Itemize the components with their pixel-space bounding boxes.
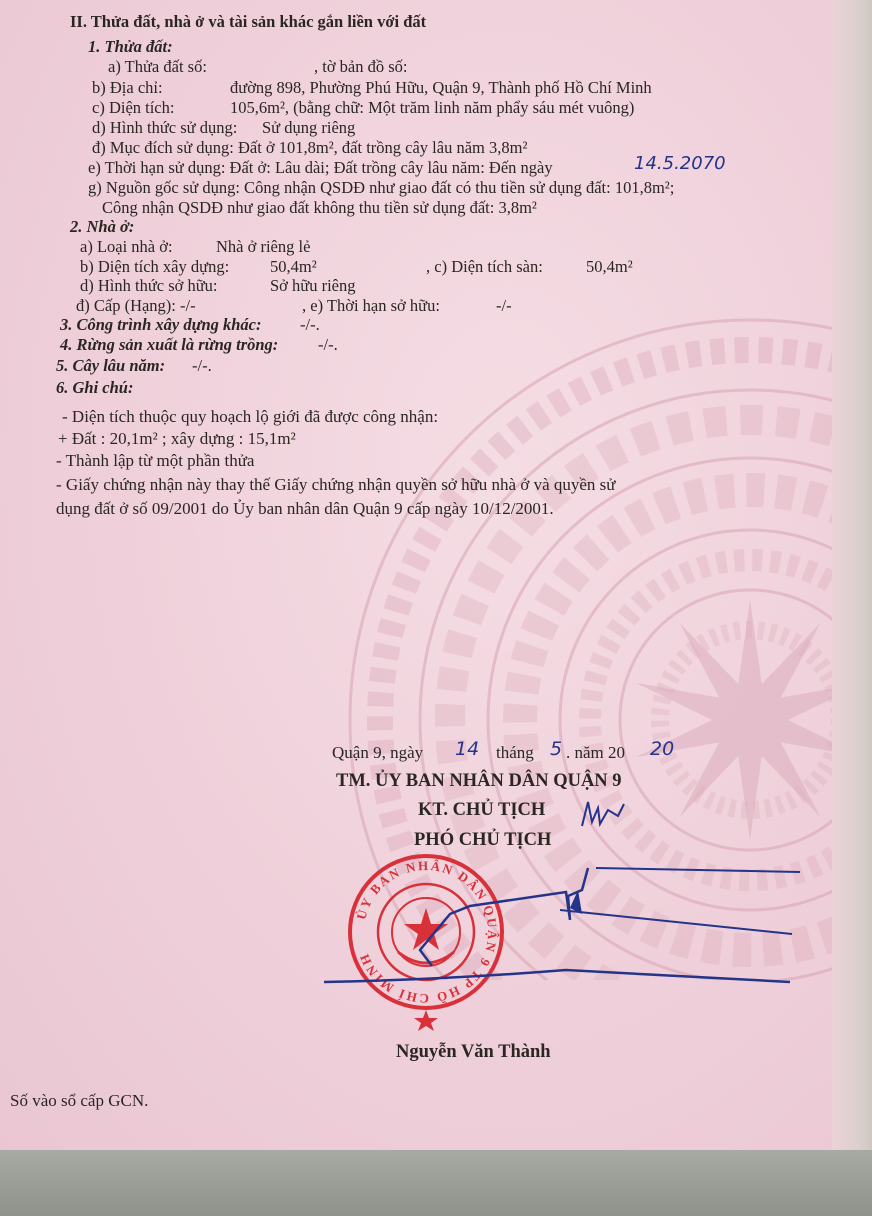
other-works-heading: 3. Công trình xây dựng khác: [60, 315, 262, 334]
house-floor-area-label: , c) Diện tích sàn: [426, 257, 543, 276]
land-area-value: 105,6m², (bằng chữ: Một trăm linh năm phẩy sáu mét vuông) [230, 98, 635, 117]
house-build-area-label: b) Diện tích xây dựng: [80, 257, 230, 276]
land-purpose: đ) Mục đích sử dụng: Đất ở 101,8m², đất trồng cây lâu năm 3,8m² [92, 138, 528, 157]
house-term-value: -/- [496, 296, 512, 315]
house-ownership-value: Sở hữu riêng [270, 276, 356, 295]
land-map-sheet: , tờ bản đồ số: [314, 57, 408, 76]
page-edge [832, 0, 872, 1170]
date-year-label: . năm 20 [566, 743, 626, 762]
land-parcel-number: a) Thửa đất số: [108, 57, 207, 76]
house-heading: 2. Nhà ở: [70, 217, 135, 236]
land-origin-line1: g) Nguồn gốc sử dụng: Công nhận QSDĐ như giao đất có thu tiền sử dụng đất: 101,8m²; [88, 178, 675, 197]
signer-role-2: PHÓ CHỦ TỊCH [414, 830, 552, 850]
land-term: e) Thời hạn sử dụng: Đất ở: Lâu dài; Đất trồng cây lâu năm: Đến ngày [88, 158, 553, 177]
land-area-label: c) Diện tích: [92, 98, 175, 117]
note-line: + Đất : 20,1m² ; xây dựng : 15,1m² [58, 429, 296, 448]
notes-heading: 6. Ghi chú: [56, 378, 134, 397]
house-term-label: , e) Thời hạn sở hữu: [302, 296, 440, 315]
house-ownership-label: d) Hình thức sở hữu: [80, 276, 218, 295]
date-month-label: tháng [496, 743, 534, 762]
forest-value: -/-. [318, 335, 338, 354]
note-line: - Diện tích thuộc quy hoạch lộ giới đã được công nhận: [62, 407, 439, 426]
other-works-value: -/-. [300, 315, 320, 334]
house-build-area-value: 50,4m² [270, 257, 317, 276]
house-floor-area-value: 50,4m² [586, 257, 633, 276]
land-use-form-label: d) Hình thức sử dụng: [92, 118, 238, 137]
table-surface [0, 1150, 872, 1216]
forest-heading: 4. Rừng sản xuất là rừng trồng: [60, 335, 279, 354]
house-type-label: a) Loại nhà ở: [80, 237, 173, 256]
land-term-handwritten-date: 14.5.2070 [634, 153, 726, 174]
note-line: dụng đất ở số 09/2001 do Ủy ban nhân dân Quận 9 cấp ngày 10/12/2001. [56, 499, 554, 518]
signer-role-1: KT. CHỦ TỊCH [418, 800, 546, 820]
date-month-handwritten: 5 [550, 738, 563, 760]
date-year-handwritten: 20 [650, 738, 675, 760]
section-title: II. Thửa đất, nhà ở và tài sản khác gắn liền với đất [70, 12, 427, 31]
note-line: - Thành lập từ một phần thửa [56, 451, 255, 470]
initials-scribble [578, 796, 628, 836]
note-line: - Giấy chứng nhận này thay thế Giấy chứng nhận quyền sở hữu nhà ở và quyền sử [56, 475, 616, 494]
land-use-form-value: Sử dụng riêng [262, 118, 356, 137]
land-address-value: đường 898, Phường Phú Hữu, Quận 9, Thành phố Hồ Chí Minh [230, 78, 652, 97]
perennial-value: -/-. [192, 356, 212, 375]
house-grade: đ) Cấp (Hạng): -/- [76, 296, 196, 315]
land-origin-line2: Công nhận QSDĐ như giao đất không thu tiền sử dụng đất: 3,8m² [102, 198, 537, 217]
house-type-value: Nhà ở riêng lẻ [216, 237, 311, 256]
date-day-handwritten: 14 [455, 738, 480, 760]
registry-number: Số vào sổ cấp GCN. [10, 1091, 149, 1110]
land-address-label: b) Địa chỉ: [92, 78, 163, 97]
issuing-org: TM. ỦY BAN NHÂN DÂN QUẬN 9 [336, 771, 622, 791]
handwritten-signature [320, 850, 820, 1000]
land-heading: 1. Thửa đất: [88, 37, 173, 56]
perennial-heading: 5. Cây lâu năm: [56, 356, 166, 375]
date-prefix: Quận 9, ngày [332, 743, 424, 762]
svg-text:ỦY BAN NHÂN DÂN QUẬN 9 TP HỒ C: ỦY BAN NHÂN DÂN QUẬN 9 TP HỒ CHÍ MINH [353, 857, 501, 1007]
signer-name: Nguyễn Văn Thành [396, 1042, 551, 1062]
